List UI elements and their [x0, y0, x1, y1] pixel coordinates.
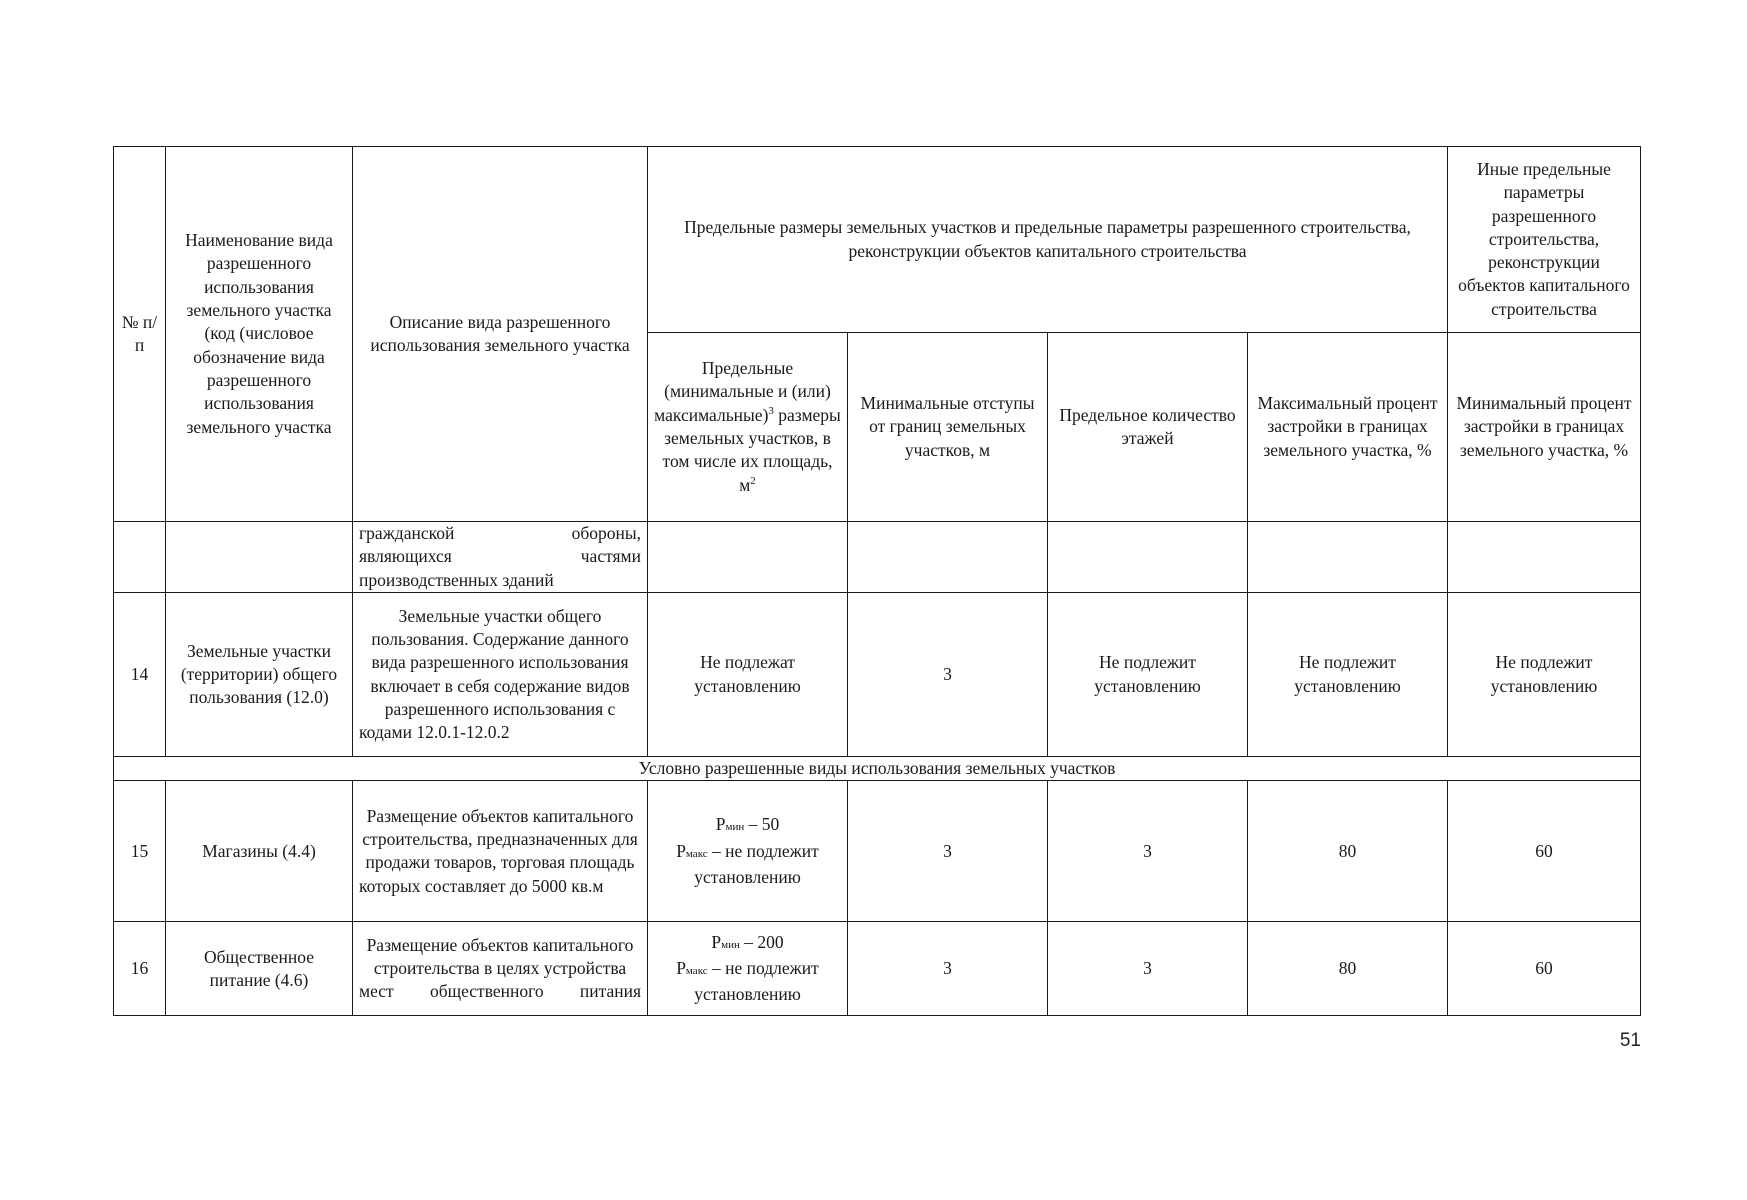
cell-floors: Не подлежит установлению [1048, 593, 1248, 757]
header-description: Описание вида разрешенного использования земельного участка [353, 147, 648, 522]
header-plot-size [648, 333, 848, 522]
cell-max-coverage: 80 [1248, 922, 1448, 1016]
plot-size-min: Pмин – 200 [711, 931, 784, 952]
header-row-top [114, 147, 1641, 333]
section-row-conditional [114, 757, 1641, 781]
cell-name: Общественное питание (4.6) [166, 922, 353, 1016]
cell-plot-size [648, 781, 848, 922]
cell-description-continuation [353, 522, 648, 593]
cell-floors: 3 [1048, 922, 1248, 1016]
cell-name-empty [166, 522, 353, 593]
cell-floors: 3 [1048, 781, 1248, 922]
header-num: № п/п [114, 147, 166, 522]
cell-description: Размещение объектов капитального строительства, предназначенных для продажи товаров, торговая площадь которых составляет до 5000 кв.м [353, 781, 648, 922]
cell-max-coverage: Не подлежит установлению [1248, 593, 1448, 757]
table-row-16 [114, 922, 1641, 1016]
cell-empty [648, 522, 848, 593]
cell-empty [1248, 522, 1448, 593]
cell-empty [1048, 522, 1248, 593]
cell-max-coverage: 80 [1248, 781, 1448, 922]
plot-size-max: Pмакс – не подлежит установлению [676, 840, 819, 887]
header-plot-size-post: размеры земельных участков, в том числе их площадь, м [662, 404, 841, 495]
header-plot-size-footnote: 3 [768, 404, 774, 417]
header-other-params: Иные предельные параметры разрешенного строительства, реконструкции объектов капитального строительства [1448, 147, 1641, 333]
header-plot-size-unit: 2 [750, 474, 756, 487]
cell-setbacks: 3 [848, 781, 1048, 922]
header-max-coverage: Максимальный процент застройки в границах земельного участка, % [1248, 333, 1448, 522]
cell-plot-size [648, 922, 848, 1016]
cell-num: 14 [114, 593, 166, 757]
table-row-continuation [114, 522, 1641, 593]
header-floors: Предельное количество этажей [1048, 333, 1248, 522]
page-number: 51 [1619, 1030, 1641, 1051]
cell-empty [1448, 522, 1641, 593]
cell-plot-size: Не подлежат установлению [648, 593, 848, 757]
cell-num: 15 [114, 781, 166, 922]
header-plot-size-pre: Предельные (минимальные и (или) максимальные) [654, 358, 831, 425]
description-line: гражданской обороны, [359, 523, 641, 544]
cell-num: 16 [114, 922, 166, 1016]
cell-setbacks: 3 [848, 593, 1048, 757]
cell-min-coverage: 60 [1448, 922, 1641, 1016]
table-row-15 [114, 781, 1641, 922]
plot-size-max: Pмакс – не подлежит установлению [676, 958, 819, 1005]
cell-description: Земельные участки общего пользования. Содержание данного вида разрешенного использования включает в себя содержание видов разрешенного использования с кодами 12.0.1-12.0.2 [353, 593, 648, 757]
land-use-regulations-table [113, 146, 1641, 1016]
description-line: производственных зданий [359, 569, 554, 590]
cell-description: Размещение объектов капитального строительства в целях устройства мест общественного питания [353, 922, 648, 1016]
cell-min-coverage: 60 [1448, 781, 1641, 922]
header-min-coverage: Минимальный процент застройки в границах земельного участка, % [1448, 333, 1641, 522]
cell-min-coverage: Не подлежит установлению [1448, 593, 1641, 757]
header-setbacks: Минимальные отступы от границ земельных участков, м [848, 333, 1048, 522]
cell-setbacks: 3 [848, 922, 1048, 1016]
header-limits-group: Предельные размеры земельных участков и предельные параметры разрешенного строительства, реконструкции объектов капитального строительства [648, 147, 1448, 333]
cell-name: Земельные участки (территории) общего пользования (12.0) [166, 593, 353, 757]
description-line: являющихся частями [359, 546, 641, 567]
section-title: Условно разрешенные виды использования земельных участков [114, 757, 1641, 781]
plot-size-min: Pмин – 50 [715, 814, 780, 835]
header-name: Наименование вида разрешенного использования земельного участка (код (числовое обозначение вида разрешенного использования земельного участка [166, 147, 353, 522]
cell-empty [848, 522, 1048, 593]
table-row-14 [114, 593, 1641, 757]
cell-name: Магазины (4.4) [166, 781, 353, 922]
cell-num-empty [114, 522, 166, 593]
